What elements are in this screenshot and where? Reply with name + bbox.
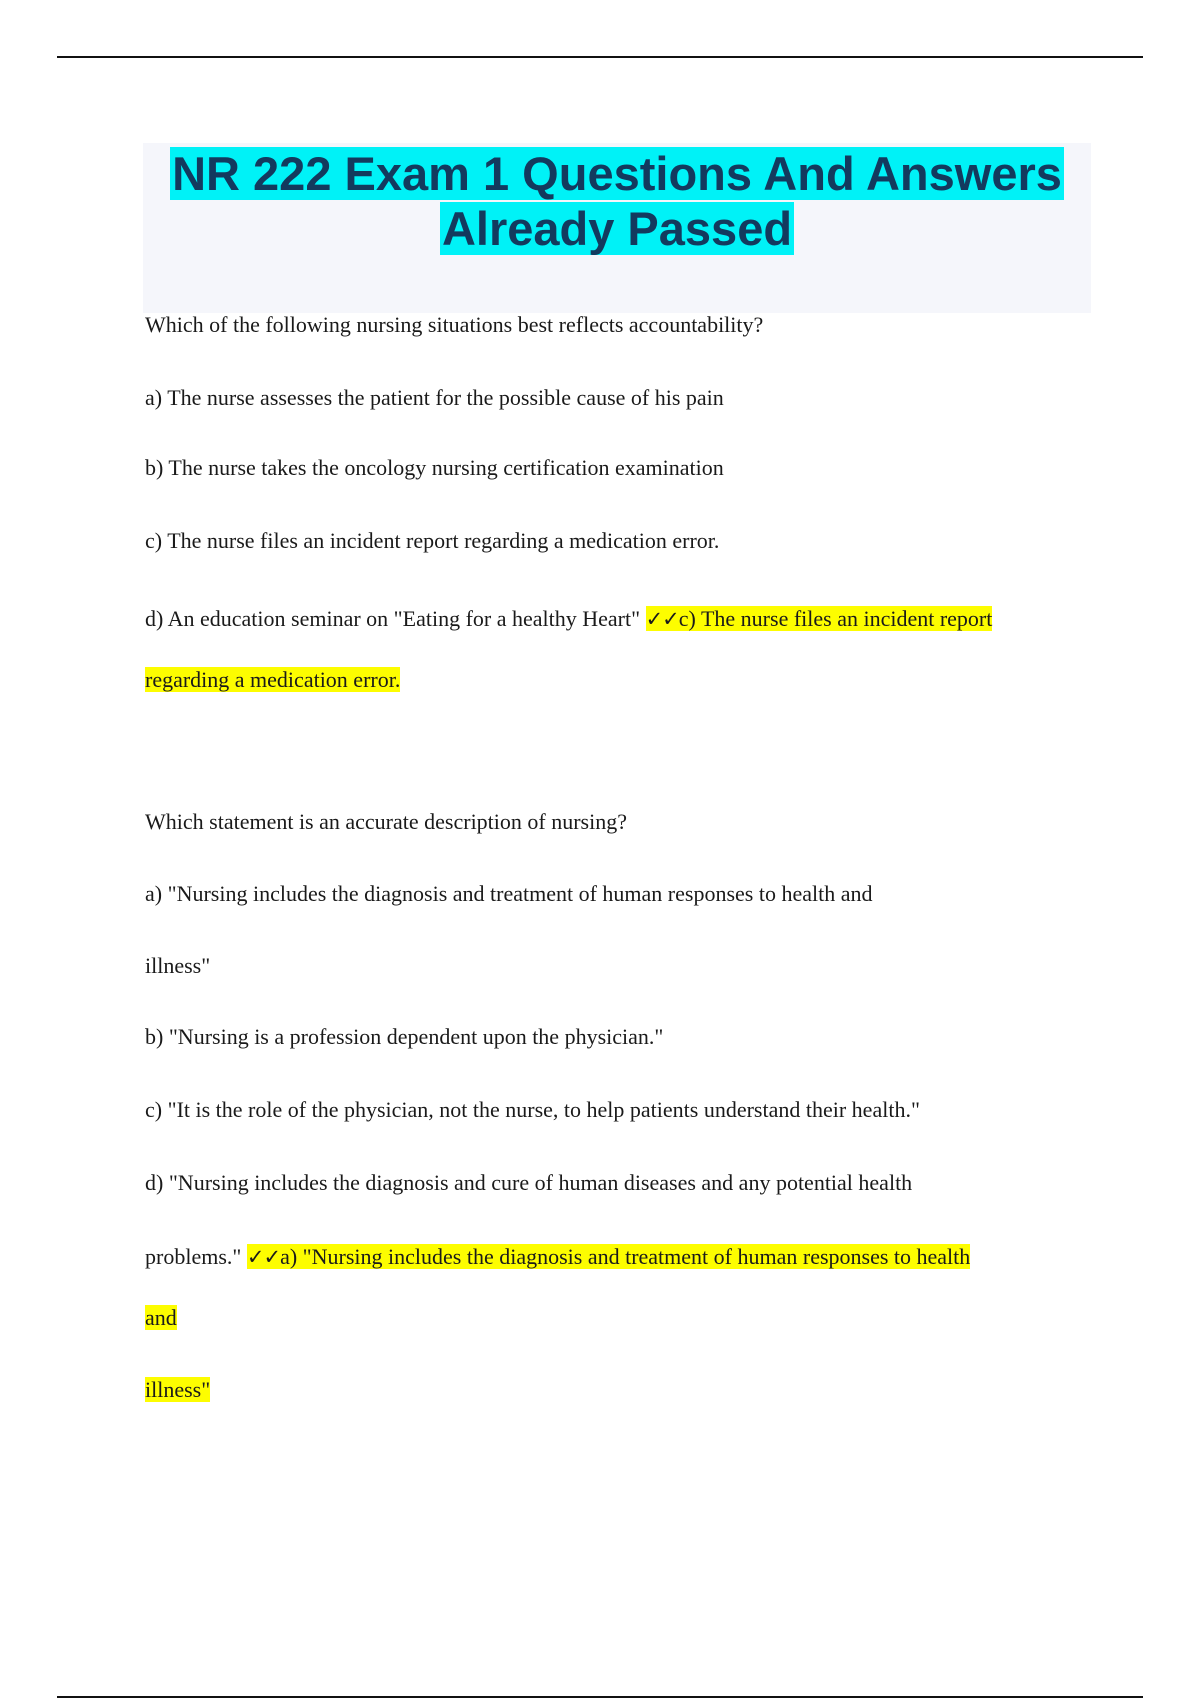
q1-option-a: a) The nurse assesses the patient for the possible cause of his pain (145, 385, 724, 410)
header-rule (57, 56, 1143, 58)
title-highlight-1: NR 222 Exam 1 Questions And Answers (172, 147, 1062, 200)
q1-question: Which of the following nursing situations best reflects accountability? (145, 312, 764, 337)
checkmark-icon: ✓✓ (246, 1245, 281, 1269)
q2-answer-part1: a) "Nursing includes the diagnosis and treatment of human responses to health (280, 1244, 971, 1269)
checkmark-icon: ✓✓ (645, 607, 679, 631)
q2-option-a-line2: illness" (145, 953, 211, 978)
q2-option-b: b) "Nursing is a profession dependent upon the physician." (145, 1024, 664, 1049)
q1-answer-part1: c) The nurse files an incident report (678, 606, 993, 631)
q1-option-d-row (145, 604, 992, 634)
q2-answer-part2: and (145, 1305, 177, 1330)
q2-option-d-line1: d) "Nursing includes the diagnosis and cure of human diseases and any potential health (145, 1170, 913, 1195)
q1-option-c: c) The nurse files an incident report regarding a medication error. (145, 528, 720, 553)
q2-answer-highlight (247, 1244, 970, 1269)
q1-answer-highlight (646, 606, 993, 631)
document-title-line-1 (143, 146, 1091, 201)
q2-option-a-line1: a) "Nursing includes the diagnosis and treatment of human responses to health and (145, 881, 873, 906)
q2-answer-line-2 (145, 1303, 177, 1333)
q1-answer-part2: regarding a medication error. (145, 667, 401, 692)
q2-answer-part3: illness" (145, 1377, 211, 1402)
document-title-line-2 (143, 201, 1091, 256)
q1-option-d: d) An education seminar on "Eating for a healthy Heart" (145, 606, 641, 631)
q2-option-c: c) "It is the role of the physician, not the nurse, to help patients understand their health." (145, 1097, 920, 1122)
q2-option-d-line2: problems." (145, 1244, 242, 1269)
footer-rule (57, 1696, 1143, 1698)
q2-option-d-row (145, 1242, 970, 1272)
q1-option-b: b) The nurse takes the oncology nursing certification examination (145, 455, 724, 480)
q1-answer-line-2 (145, 665, 400, 695)
title-highlight-2: Already Passed (441, 202, 793, 255)
q2-question: Which statement is an accurate description of nursing? (145, 809, 627, 834)
q2-answer-line-3 (145, 1375, 210, 1405)
